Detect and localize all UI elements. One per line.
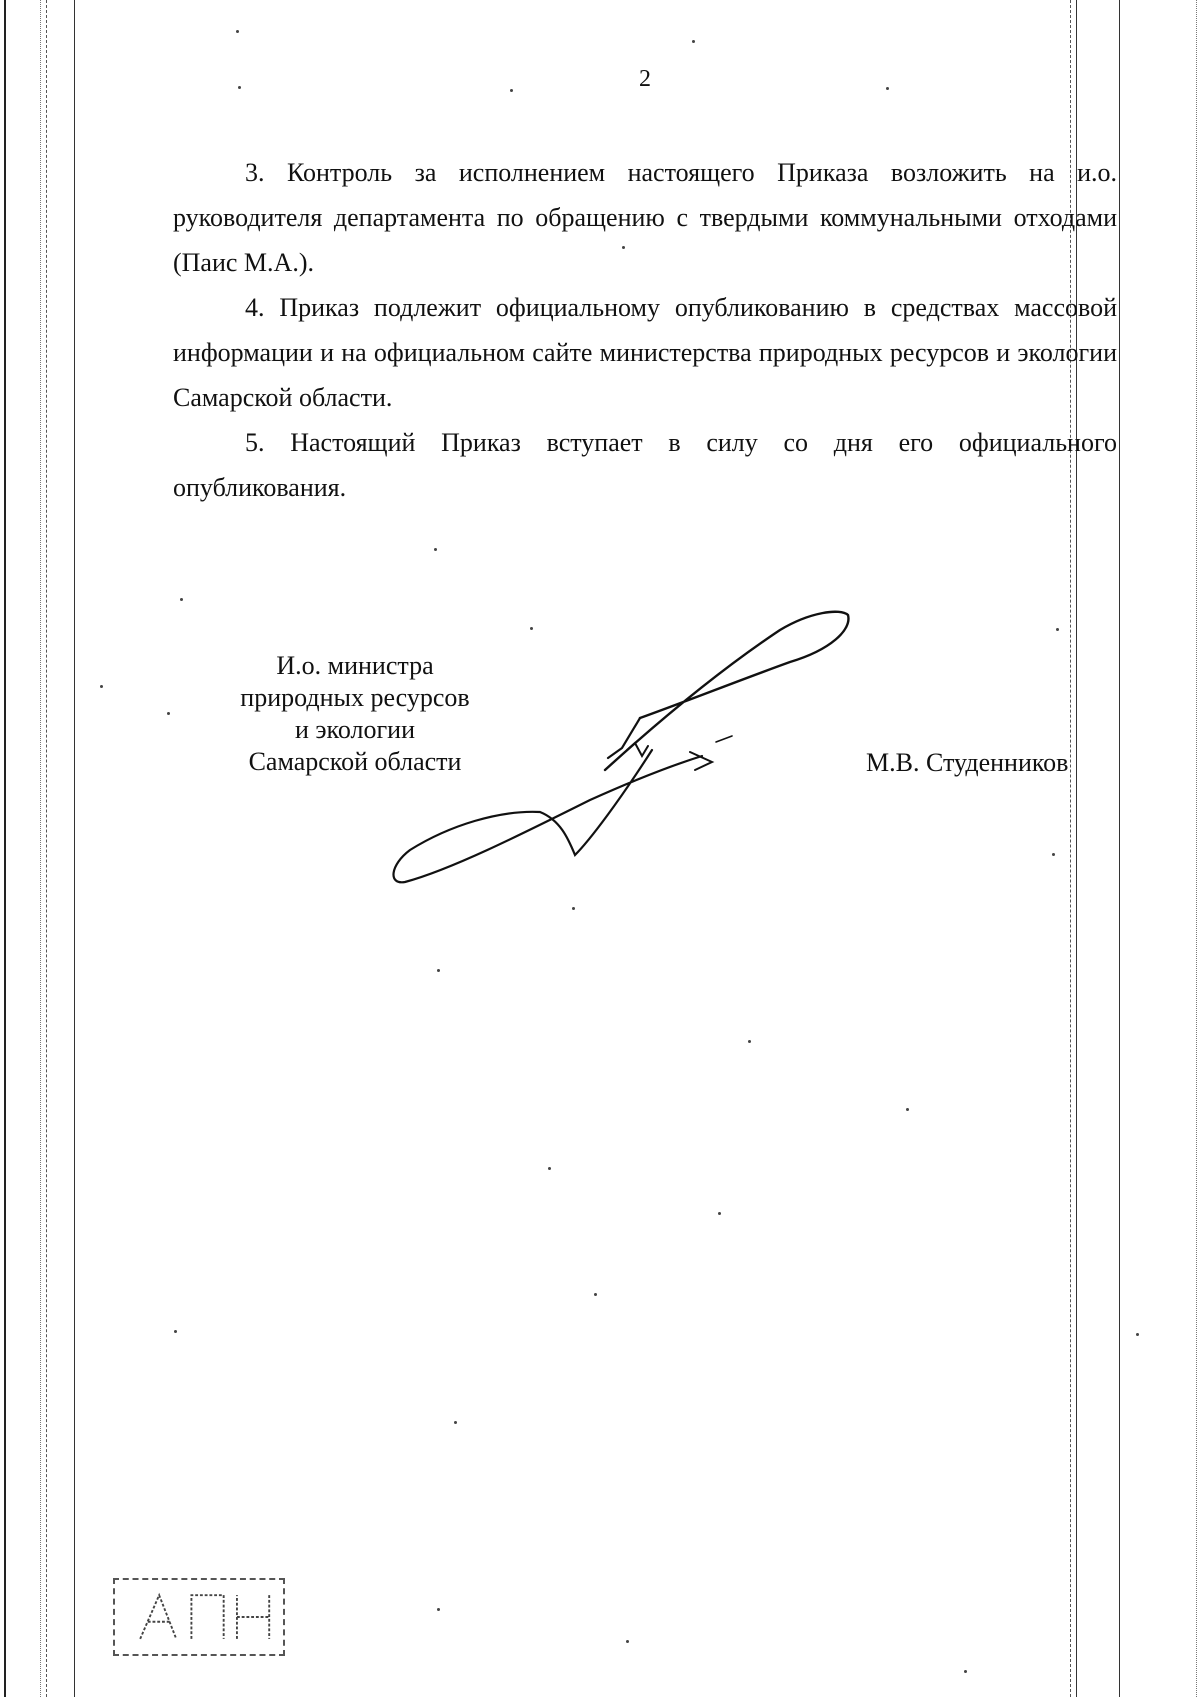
signer-name: М.В. Студенников [866,748,1069,777]
position-line: И.о. министра [276,651,434,680]
position-line: Самарской области [248,747,462,776]
paragraph-publication: 4. Приказ подлежит официальному опубликованию в средствах массовой информации и на официальном сайте министерства природных ресурсов и экологии Самарской области. [173,293,1117,412]
position-line: и экологии [294,715,415,744]
scan-edge-line [40,0,41,1697]
stamp-lettering [115,1580,283,1654]
handwritten-signature [390,600,910,900]
paragraph-control: 3. Контроль за исполнением настоящего Приказа возложить на и.о. руководителя департамента по обращению с твердыми коммунальными отходами (Паис М.А.). [173,158,1117,277]
scan-edge-line [46,0,47,1697]
scan-edge-line [1119,0,1120,1697]
registration-stamp [113,1578,285,1656]
page-number: 2 [639,66,651,92]
scan-edge-line [1196,0,1197,1697]
scan-edge-line [74,0,75,1697]
scan-edge-line [4,0,6,1697]
order-body [173,150,1117,510]
paragraph-effective-date: 5. Настоящий Приказ вступает в силу со дня его официального опубликования. [173,428,1117,502]
position-line: природных ресурсов [240,683,470,712]
